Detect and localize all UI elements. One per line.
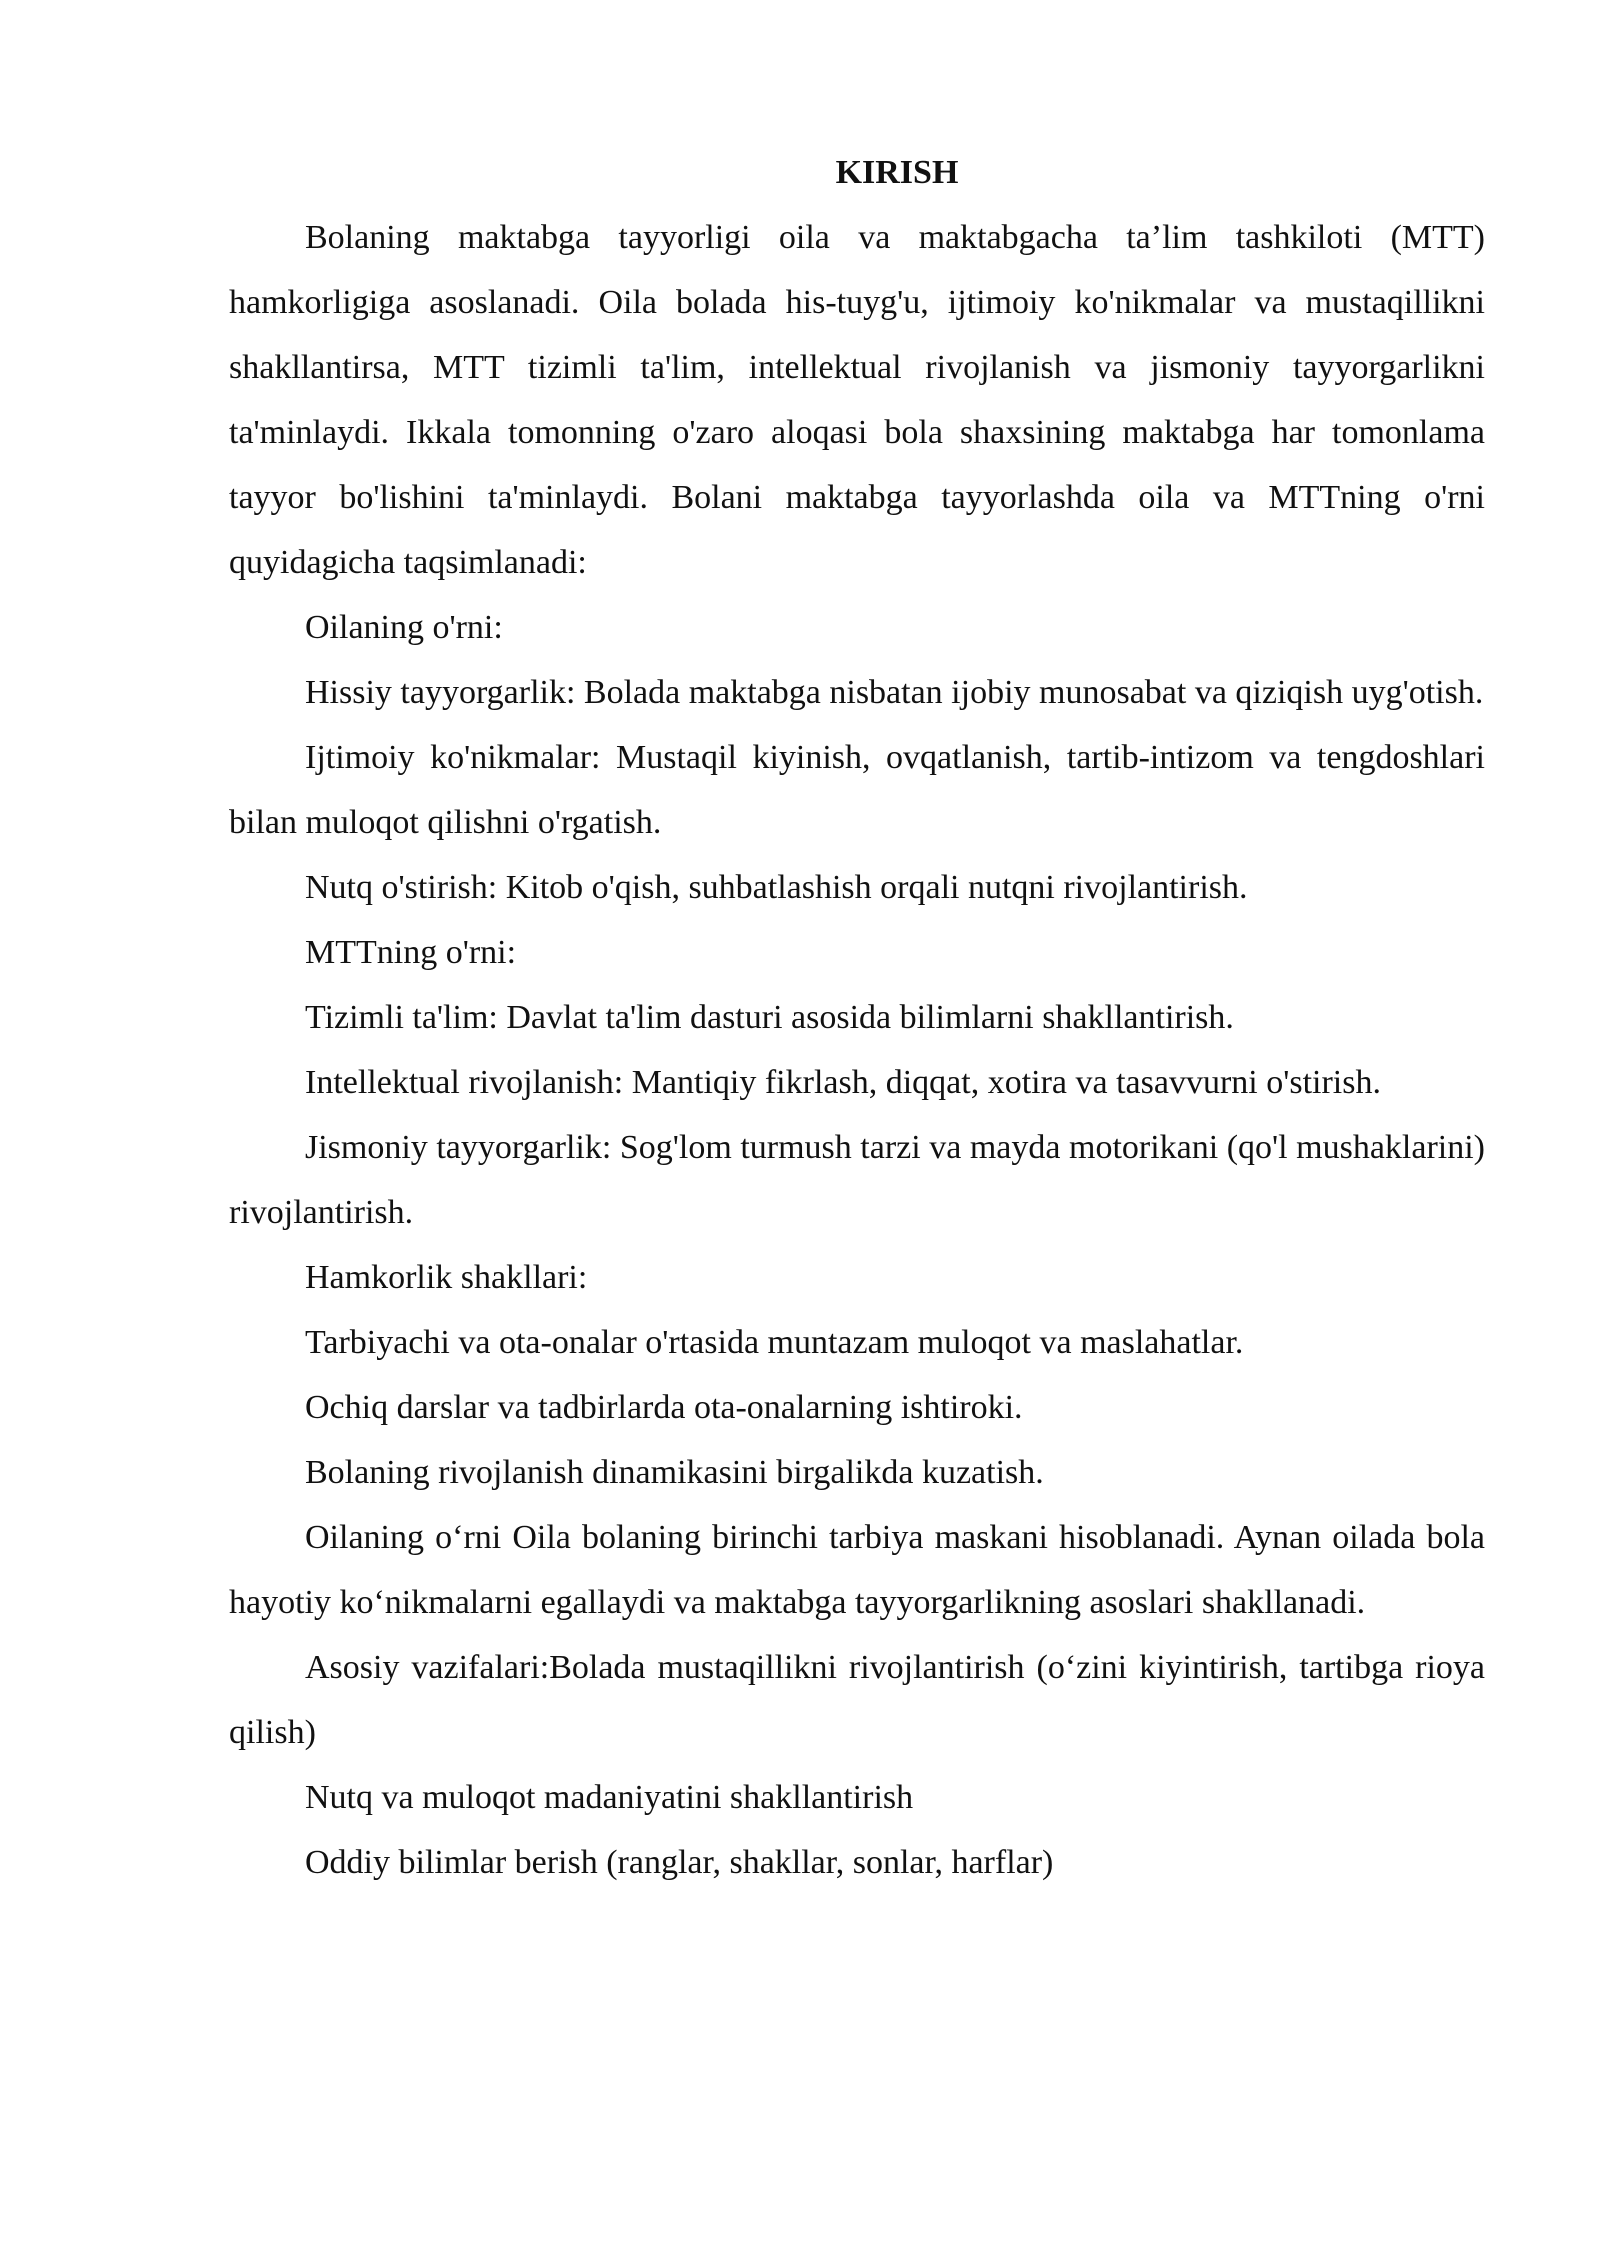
document-title: KIRISH xyxy=(835,154,959,191)
physical-readiness-item: Jismoniy tayyorgarlik: Sog'lom turmush tarzi va mayda motorikani (qo'l mushaklarini) rivojlantirish. xyxy=(229,1129,1485,1231)
cooperation-item-communication: Tarbiyachi va ota-onalar o'rtasida muntazam muloqot va maslahatlar. xyxy=(305,1324,1244,1361)
emotional-readiness-item: Hissiy tayyorgarlik: Bolada maktabga nisbatan ijobiy munosabat va qiziqish uyg'otish. xyxy=(305,674,1484,711)
social-skills-item: Ijtimoiy ko'nikmalar: Mustaqil kiyinish, ovqatlanish, tartib-intizom va tengdoshlari bilan muloqot qilishni o'rgatish. xyxy=(229,739,1485,841)
main-tasks-paragraph: Asosiy vazifalari:Bolada mustaqillikni rivojlantirish (o‘zini kiyintirish, tartibga rioya qilish) xyxy=(229,1649,1485,1751)
mtt-role-heading: MTTning o'rni: xyxy=(305,934,517,971)
family-role-heading: Oilaning o'rni: xyxy=(305,609,503,646)
basic-knowledge-item: Oddiy bilimlar berish (ranglar, shakllar, sonlar, harflar) xyxy=(305,1844,1054,1881)
cooperation-item-monitoring: Bolaning rivojlanish dinamikasini birgalikda kuzatish. xyxy=(305,1454,1044,1491)
document-body xyxy=(229,140,1485,1895)
intellectual-development-item: Intellektual rivojlanish: Mantiqiy fikrlash, diqqat, xotira va tasavvurni o'stirish. xyxy=(305,1064,1381,1101)
family-role-paragraph: Oilaning o‘rni Oila bolaning birinchi tarbiya maskani hisoblanadi. Aynan oilada bola hayotiy ko‘nikmalarni egallaydi va maktabga tayyorgarlikning asoslari shakllanadi. xyxy=(229,1519,1485,1621)
intro-paragraph: Bolaning maktabga tayyorligi oila va maktabgacha ta’lim tashkiloti (MTT) hamkorligiga asoslanadi. Oila bolada his-tuyg'u, ijtimoiy ko'nikmalar va mustaqillikni shakllantirsa, MTT tizimli ta'lim, intellektual rivojlanish va jismoniy tayyorgarlikni ta'minlaydi. Ikkala tomonning o'zaro aloqasi bola shaxsining maktabga har tomonlama tayyor bo'lishini ta'minlaydi. Bolani maktabga tayyorlashda oila va MTTning o'rni quyidagicha taqsimlanadi: xyxy=(229,219,1485,581)
cooperation-forms-heading: Hamkorlik shakllari: xyxy=(305,1259,588,1296)
cooperation-item-open-lessons: Ochiq darslar va tadbirlarda ota-onalarning ishtiroki. xyxy=(305,1389,1023,1426)
speech-culture-item: Nutq va muloqot madaniyatini shakllantirish xyxy=(305,1779,914,1816)
systematic-education-item: Tizimli ta'lim: Davlat ta'lim dasturi asosida bilimlarni shakllantirish. xyxy=(305,999,1234,1036)
speech-development-item: Nutq o'stirish: Kitob o'qish, suhbatlashish orqali nutqni rivojlantirish. xyxy=(305,869,1248,906)
